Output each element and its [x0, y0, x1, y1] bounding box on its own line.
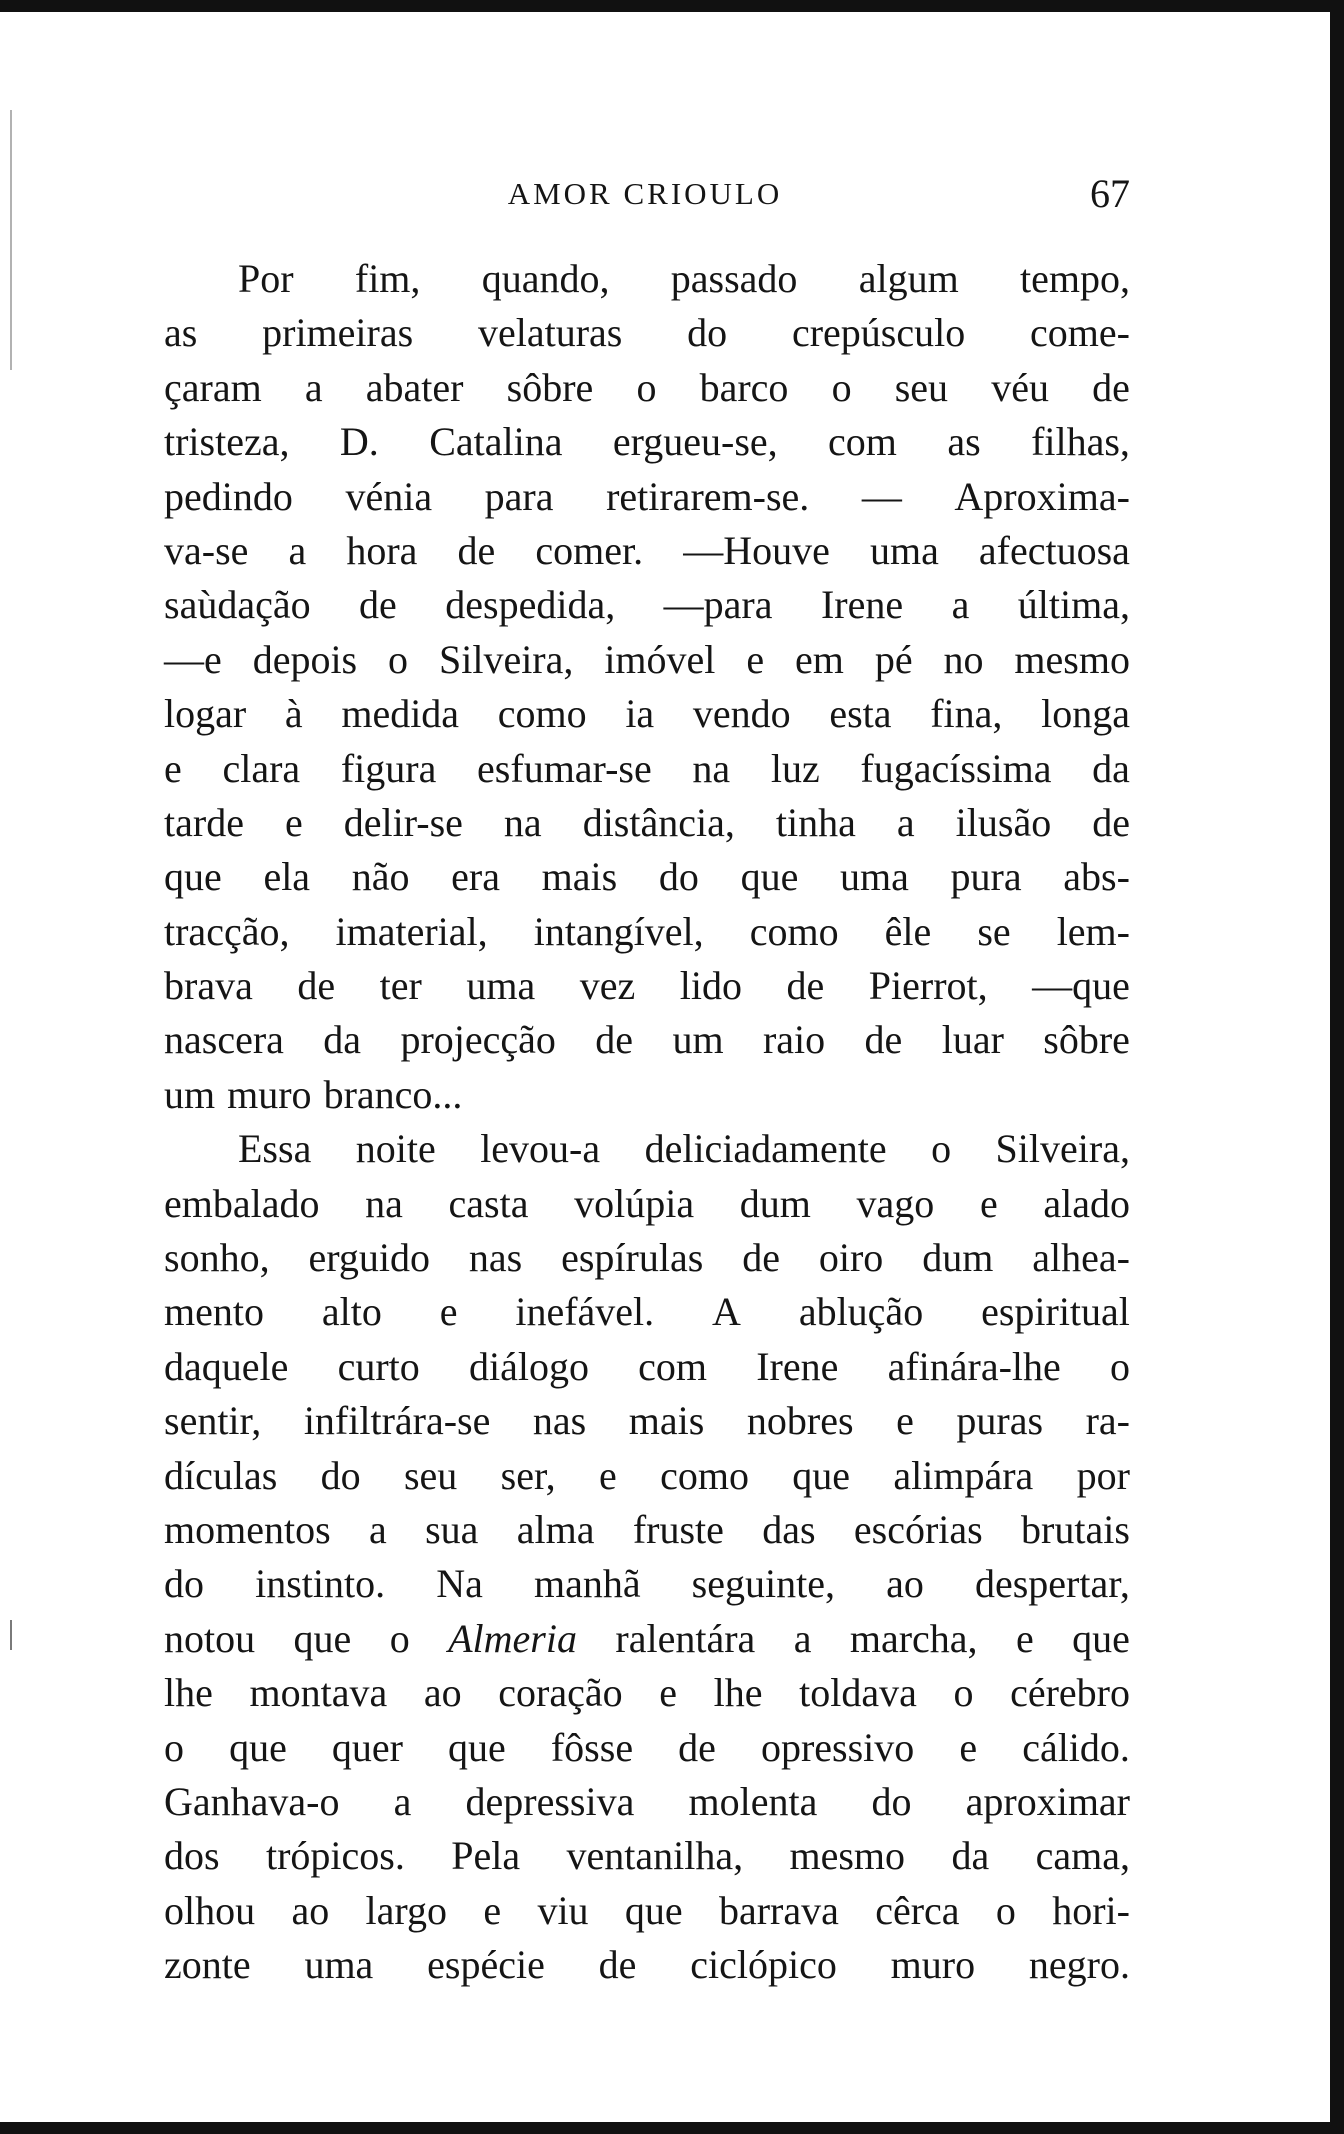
word: ser, [500, 1452, 556, 1498]
text-line [164, 524, 1130, 578]
word: seu [894, 364, 949, 410]
word: do [871, 1778, 912, 1824]
word: mais [628, 1398, 705, 1444]
word: na [365, 1180, 403, 1226]
word: pedindo [164, 473, 293, 519]
word: mento [164, 1289, 264, 1335]
page-header [160, 172, 1130, 216]
word: era [451, 854, 500, 900]
word: sua [425, 1506, 479, 1552]
word: imaterial, [335, 908, 488, 954]
word: de [1092, 799, 1130, 845]
word: a [793, 1615, 812, 1661]
word: Essa [238, 1126, 312, 1172]
word: com [638, 1343, 708, 1389]
word: fôsse [550, 1724, 634, 1770]
word: de [786, 963, 825, 1009]
word: —para [663, 582, 773, 628]
text-line [164, 850, 1130, 904]
word: esta [829, 691, 892, 737]
word: crepúsculo [791, 310, 966, 356]
word: e [959, 1724, 978, 1770]
word: o [1110, 1343, 1130, 1389]
text-line [164, 1829, 1130, 1883]
word: que [293, 1615, 352, 1661]
word: erguido [308, 1235, 430, 1281]
word: quando, [481, 256, 610, 301]
word: da [1092, 745, 1130, 791]
text-line [164, 1449, 1130, 1503]
word: fruste [632, 1506, 724, 1552]
word: uma [869, 527, 939, 573]
word: despertar, [974, 1561, 1130, 1607]
word: e [599, 1452, 617, 1498]
word: de [1092, 364, 1130, 410]
word: de [595, 1017, 634, 1063]
word: à [284, 691, 303, 737]
word: não [351, 854, 410, 900]
word: do [658, 854, 699, 900]
word: muro [227, 1071, 312, 1117]
running-title: AMOR CRIOULO [507, 176, 783, 211]
word: e [483, 1887, 502, 1933]
word: velaturas [477, 310, 623, 356]
word: ciclópico [690, 1942, 837, 1988]
text-line [164, 1285, 1130, 1339]
word: largo [365, 1887, 448, 1933]
word: que [624, 1887, 683, 1933]
word: notou [164, 1615, 256, 1661]
word: se [977, 908, 1011, 954]
scan-top-edge [0, 0, 1340, 12]
word: as [164, 310, 198, 356]
word: que [792, 1452, 851, 1498]
word: oiro [818, 1235, 884, 1281]
word: e [896, 1398, 914, 1444]
word: casta [448, 1180, 529, 1226]
word: saùdação [164, 582, 311, 628]
word: última, [1017, 582, 1130, 628]
word: — [861, 473, 902, 519]
word: Na [436, 1561, 483, 1607]
word: em [795, 636, 844, 682]
word: com [828, 419, 897, 465]
word: o [164, 1724, 184, 1770]
word: tempo, [1020, 256, 1130, 301]
word: delir-se [343, 799, 463, 845]
word: manhã [533, 1561, 641, 1607]
word: por [1076, 1452, 1130, 1498]
word: clara [222, 745, 301, 791]
word: sôbre [506, 364, 594, 410]
scan-left-mark [10, 1620, 12, 1650]
word: dum [739, 1180, 811, 1226]
word: abater [365, 364, 464, 410]
word: de [457, 527, 496, 573]
word: intangível, [533, 908, 704, 954]
word: logar [164, 691, 247, 737]
word: passado [670, 256, 798, 301]
word: ia [625, 691, 655, 737]
text-line [164, 687, 1130, 741]
word: olhou [164, 1887, 256, 1933]
word: êle [884, 908, 932, 954]
word: come- [1030, 310, 1130, 356]
word: quer [331, 1724, 403, 1770]
word: levou-a [480, 1126, 601, 1172]
word: fina, [930, 691, 1003, 737]
word: filhas, [1031, 419, 1130, 465]
word: ventanilha, [566, 1833, 744, 1879]
text-line [164, 1503, 1130, 1557]
word: figura [340, 745, 437, 791]
text-line [164, 1394, 1130, 1448]
word: branco... [323, 1071, 463, 1117]
word: que [448, 1724, 506, 1770]
word: hori- [1052, 1887, 1130, 1933]
word: a [896, 799, 915, 845]
word: volúpia [574, 1180, 695, 1226]
word: medida [341, 691, 460, 737]
word: momentos [164, 1506, 331, 1552]
word: uma [840, 854, 909, 900]
text-line [164, 1557, 1130, 1611]
word: afinára-lhe [887, 1343, 1061, 1389]
word: dículas [164, 1452, 278, 1498]
text-line [164, 1612, 1130, 1666]
word: brava [164, 963, 253, 1009]
word: marcha, [849, 1615, 978, 1661]
word: diálogo [468, 1343, 589, 1389]
body-text [164, 252, 1130, 1993]
text-line [164, 1231, 1130, 1285]
word: sonho, [164, 1235, 270, 1281]
word: barrava [718, 1887, 839, 1933]
word: Pela [451, 1833, 521, 1879]
word: va-se [164, 527, 249, 573]
word: nas [532, 1398, 587, 1444]
word: Aproxima- [954, 473, 1130, 519]
word: —que [1032, 963, 1130, 1009]
word: e [746, 636, 765, 682]
word: pé [874, 636, 913, 682]
word: das [762, 1506, 816, 1552]
word: escórias [853, 1506, 983, 1552]
text-line [164, 306, 1130, 360]
word: Pierrot, [868, 963, 988, 1009]
word: nobres [746, 1398, 854, 1444]
word: retirarem-se. [606, 473, 810, 519]
word: mesmo [1014, 636, 1130, 682]
word: e [284, 799, 303, 845]
word: daquele [164, 1343, 289, 1389]
word: infiltrára-se [303, 1398, 491, 1444]
word: um [164, 1071, 216, 1117]
word: hora [346, 527, 418, 573]
word: ao [291, 1887, 330, 1933]
word: que [164, 854, 222, 900]
word: Catalina [429, 419, 563, 465]
word: a [288, 527, 307, 573]
word: mesmo [789, 1833, 906, 1879]
text-line [164, 361, 1130, 415]
word: a [951, 582, 970, 628]
word: e [1015, 1615, 1034, 1661]
word: espiritual [981, 1289, 1130, 1335]
word: distância, [582, 799, 735, 845]
word: que [740, 854, 799, 900]
word: Ganhava-o [164, 1778, 340, 1824]
word: de [598, 1942, 637, 1988]
word: luar [941, 1017, 1004, 1063]
scan-bottom-edge [0, 2122, 1344, 2134]
text-line [164, 415, 1130, 469]
word: projecção [400, 1017, 556, 1063]
word: para [484, 473, 554, 519]
word: fugacíssima [860, 745, 1052, 791]
word: a [393, 1778, 412, 1824]
word: na [503, 799, 542, 845]
word: depois [252, 636, 358, 682]
word: molenta [688, 1778, 818, 1824]
word: toldava [799, 1670, 917, 1716]
word: o [931, 1126, 952, 1172]
word: Por [238, 256, 294, 301]
word: um [672, 1017, 724, 1063]
text-line [164, 1013, 1130, 1067]
word: imóvel [604, 636, 716, 682]
word: Irene [820, 582, 904, 628]
word: D. [339, 419, 379, 465]
word: dos [164, 1833, 220, 1879]
word: sôbre [1043, 1017, 1130, 1063]
word: cêrca [875, 1887, 960, 1933]
text-line [164, 1122, 1130, 1176]
word: mais [541, 854, 618, 900]
word: o [389, 1615, 410, 1661]
word: viu [537, 1887, 589, 1933]
word: espírulas [561, 1235, 704, 1281]
word: çaram [164, 364, 262, 410]
text-line [164, 742, 1130, 796]
word: de [359, 582, 397, 628]
word: inefável. [515, 1289, 655, 1335]
word: cama, [1035, 1833, 1130, 1879]
word: —Houve [683, 527, 830, 573]
word: de [678, 1724, 716, 1770]
word: alma [516, 1506, 595, 1552]
word: o [953, 1670, 974, 1716]
word: espécie [427, 1942, 545, 1988]
word: alado [1043, 1180, 1130, 1226]
word: ela [263, 854, 311, 900]
word: vénia [345, 473, 433, 519]
word: véu [991, 364, 1049, 410]
word: ter [379, 963, 422, 1009]
text-line [164, 1938, 1130, 1992]
word: noite [355, 1126, 436, 1172]
word: afectuosa [978, 527, 1130, 573]
word: raio [762, 1017, 826, 1063]
word: algum [858, 256, 959, 301]
word: lhe [713, 1670, 763, 1716]
word: de [864, 1017, 903, 1063]
word: lem- [1056, 908, 1130, 954]
word: depressiva [465, 1778, 635, 1824]
italic-word: Almeria [448, 1615, 577, 1661]
word: e [979, 1180, 998, 1226]
word: brutais [1021, 1506, 1130, 1552]
word: que [229, 1724, 287, 1770]
text-line [164, 959, 1130, 1013]
word: alimpára [893, 1452, 1034, 1498]
text-line [164, 578, 1130, 632]
word: vago [856, 1180, 935, 1226]
word: uma [304, 1942, 374, 1988]
word: a [304, 364, 323, 410]
word: e [659, 1670, 677, 1716]
word: deliciadamente [644, 1126, 887, 1172]
word: aproximar [965, 1778, 1130, 1824]
scan-right-edge [1330, 0, 1344, 2134]
word: negro. [1028, 1942, 1130, 1988]
word: abs- [1063, 854, 1130, 900]
text-line [164, 1884, 1130, 1938]
word: seguinte, [691, 1561, 835, 1607]
word: esfumar-se [477, 745, 652, 791]
word: cérebro [1010, 1670, 1130, 1716]
word: que [1072, 1615, 1130, 1661]
word: pura [950, 854, 1022, 900]
word: muro [890, 1942, 976, 1988]
word: ablução [798, 1289, 924, 1335]
word: zonte [164, 1942, 251, 1988]
word: longa [1041, 691, 1130, 737]
word: trópicos. [265, 1833, 405, 1879]
word: o [388, 636, 409, 682]
word: no [943, 636, 984, 682]
word: do [164, 1561, 204, 1607]
text-line [164, 1775, 1130, 1829]
word: vez [579, 963, 636, 1009]
word: barco [699, 364, 789, 410]
word: do [320, 1452, 361, 1498]
word: Silveira, [995, 1126, 1130, 1172]
page-number: 67 [1090, 171, 1130, 216]
word: tristeza, [164, 419, 290, 465]
text-line [164, 1666, 1130, 1720]
word: ergueu-se, [612, 419, 778, 465]
word: ao [423, 1670, 462, 1716]
word: nas [468, 1235, 523, 1281]
word: o [831, 364, 852, 410]
word: lido [679, 963, 742, 1009]
word: cálido. [1022, 1724, 1130, 1770]
word: dum [922, 1235, 994, 1281]
word: como [497, 691, 587, 737]
word: ao [886, 1561, 924, 1607]
word: lhe [164, 1670, 213, 1716]
word: nascera [164, 1017, 284, 1063]
word: ra- [1085, 1398, 1130, 1444]
word: A [712, 1289, 741, 1335]
word: comer. [535, 527, 644, 573]
text-line [164, 796, 1130, 850]
word: primeiras [262, 310, 414, 356]
word: vendo [692, 691, 791, 737]
word: da [323, 1017, 362, 1063]
text-line [164, 1068, 1130, 1122]
text-line [164, 633, 1130, 687]
word: Silveira, [438, 636, 574, 682]
word: na [692, 745, 731, 791]
text-line [164, 1340, 1130, 1394]
word: coração [498, 1670, 623, 1716]
text-line [164, 1721, 1130, 1775]
word: ralentára [615, 1615, 756, 1661]
word: Irene [756, 1343, 839, 1389]
word: —e [164, 636, 222, 682]
word: as [947, 419, 981, 465]
word: curto [337, 1343, 420, 1389]
word: luz [770, 745, 820, 791]
word: tarde [164, 799, 244, 845]
word: de [297, 963, 336, 1009]
word: alto [321, 1289, 382, 1335]
word: do [687, 310, 728, 356]
word: da [951, 1833, 990, 1879]
word: opressivo [760, 1724, 915, 1770]
word: embalado [164, 1180, 320, 1226]
text-line [164, 252, 1130, 306]
word: a [369, 1506, 387, 1552]
word: despedida, [445, 582, 616, 628]
word: fim, [354, 256, 421, 301]
word: o [636, 364, 657, 410]
word: e [164, 745, 182, 791]
word: de [742, 1235, 780, 1281]
word: o [995, 1887, 1016, 1933]
word: seu [403, 1452, 458, 1498]
text-line [164, 470, 1130, 524]
word: uma [466, 963, 536, 1009]
word: sentir, [164, 1398, 262, 1444]
text-line [164, 905, 1130, 959]
word: puras [956, 1398, 1044, 1444]
word: como [660, 1452, 749, 1498]
word: ilusão [955, 799, 1052, 845]
word: tracção, [164, 908, 290, 954]
word: como [749, 908, 839, 954]
scan-left-mark [10, 110, 12, 370]
word: alhea- [1032, 1235, 1130, 1281]
word: e [439, 1289, 458, 1335]
word: tinha [775, 799, 856, 845]
text-line [164, 1177, 1130, 1231]
word: instinto. [255, 1561, 386, 1607]
word: montava [249, 1670, 388, 1716]
